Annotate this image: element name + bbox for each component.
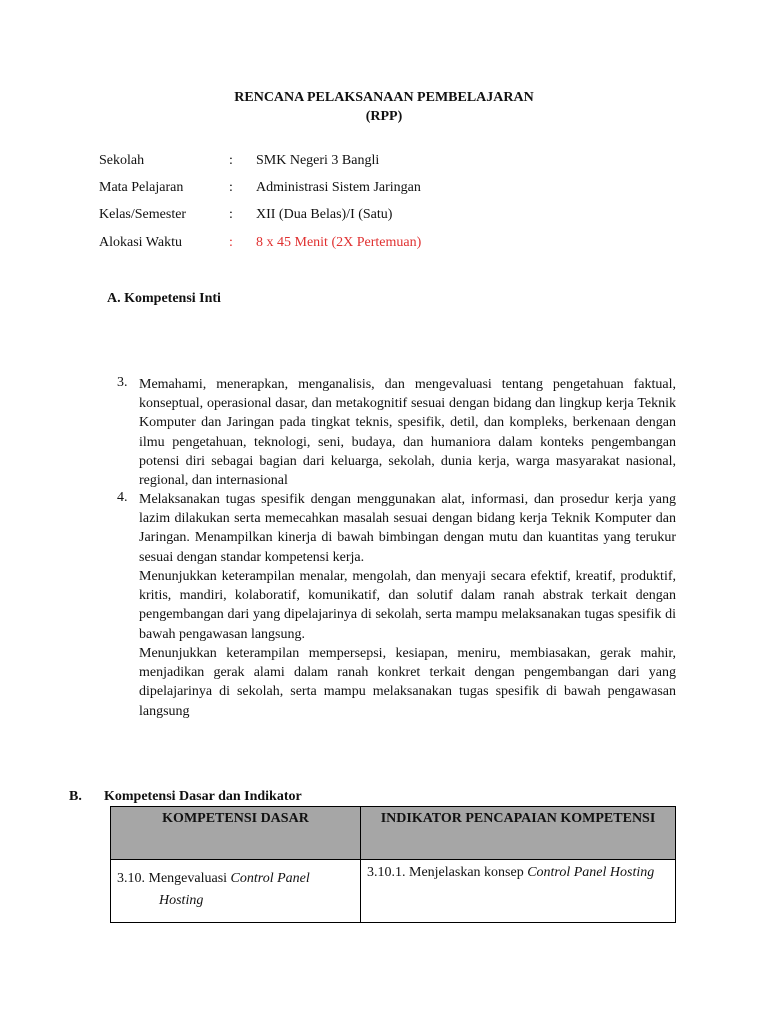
info-label-mata-pelajaran: Mata Pelajaran <box>99 180 184 195</box>
info-colon: : <box>229 180 233 195</box>
table-row <box>111 860 676 923</box>
info-colon: : <box>229 153 233 168</box>
info-colon: : <box>229 207 233 222</box>
table-header-kd: KOMPETENSI DASAR <box>111 807 361 860</box>
kd-number: 3.10. <box>117 871 145 886</box>
info-value-sekolah: SMK Negeri 3 Bangli <box>256 153 380 168</box>
indikator-item <box>367 862 669 884</box>
indikator-italic-text: Control Panel Hosting <box>527 865 655 880</box>
indikator-number: 3.10.1. <box>367 865 406 880</box>
kd-item <box>117 868 354 912</box>
kd-italic-text: Control Panel Hosting <box>159 871 310 908</box>
info-value-mata-pelajaran: Administrasi Sistem Jaringan <box>256 180 421 195</box>
ki-4-text: Melaksanakan tugas spesifik dengan menggunakan alat, informasi, dan prosedur kerja yang lazim dilakukan serta memecahkan masalah sesuai dengan bidang kerja Teknik Komputer dan Jaringan. Menampilkan kinerja di bawah bimbingan dengan mutu dan kuantitas yang terukur sesuai dengan standar kompetensi kerja. <box>139 492 676 565</box>
info-colon: : <box>229 235 233 250</box>
section-b-letter: B. <box>69 789 82 804</box>
info-label-sekolah: Sekolah <box>99 153 145 168</box>
ki-4-extra-1: Menunjukkan keterampilan menalar, mengolah, dan menyaji secara efektif, kreatif, produktif, kritis, mandiri, kolaboratif, komunikatif, dan solutif dalam ranah abstrak terkait dengan pengembangan dari yang dipelajarinya di sekolah, serta mampu melaksanakan tugas spesifik di bawah pengawasan langsung. <box>139 569 676 642</box>
page-subtitle: (RPP) <box>365 109 403 124</box>
ki-number-4: 4. <box>117 490 128 505</box>
indikator-text: Menjelaskan konsep <box>409 865 528 880</box>
info-label-kelas-semester: Kelas/Semester <box>99 207 187 222</box>
kd-text: Mengevaluasi <box>148 871 231 886</box>
table-cell-indikator <box>361 860 676 923</box>
section-b-heading: Kompetensi Dasar dan Indikator <box>104 789 302 804</box>
info-value-kelas-semester: XII (Dua Belas)/I (Satu) <box>256 207 393 222</box>
ki-3-text: Memahami, menerapkan, menganalisis, dan mengevaluasi tentang pengetahuan faktual, konseptual, operasional dasar, dan metakognitif sesuai dengan bidang dan lingkup kerja Teknik Komputer dan Jaringan pada tingkat teknis, spesifik, detil, dan kompleks, berkenaan dengan ilmu pengetahuan, teknologi, seni, budaya, dan humaniora dalam konteks pengembangan potensi diri sebagai bagian dari keluarga, sekolah, dunia kerja, warga masyarakat nasional, regional, dan internasional <box>139 377 676 489</box>
table-header-row <box>111 807 676 860</box>
ki-4-extra-2: Menunjukkan keterampilan mempersepsi, kesiapan, meniru, membiasakan, gerak mahir, menjadikan gerak alami dalam ranah konkret terkait dengan pengembangan dari yang dipelajarinya di sekolah, serta mampu melaksanakan tugas spesifik di bawah pengawasan langsung <box>139 646 676 719</box>
info-label-alokasi-waktu: Alokasi Waktu <box>99 235 182 250</box>
kompetensi-table <box>110 806 676 923</box>
table-cell-kd <box>111 860 361 923</box>
section-a-heading: A. Kompetensi Inti <box>107 291 221 306</box>
ki-number-3: 3. <box>117 375 128 390</box>
info-value-alokasi-waktu: 8 x 45 Menit (2X Pertemuan) <box>256 235 422 250</box>
page-title: RENCANA PELAKSANAAN PEMBELAJARAN <box>234 90 534 105</box>
table-header-indikator: INDIKATOR PENCAPAIAN KOMPETENSI <box>361 807 676 860</box>
